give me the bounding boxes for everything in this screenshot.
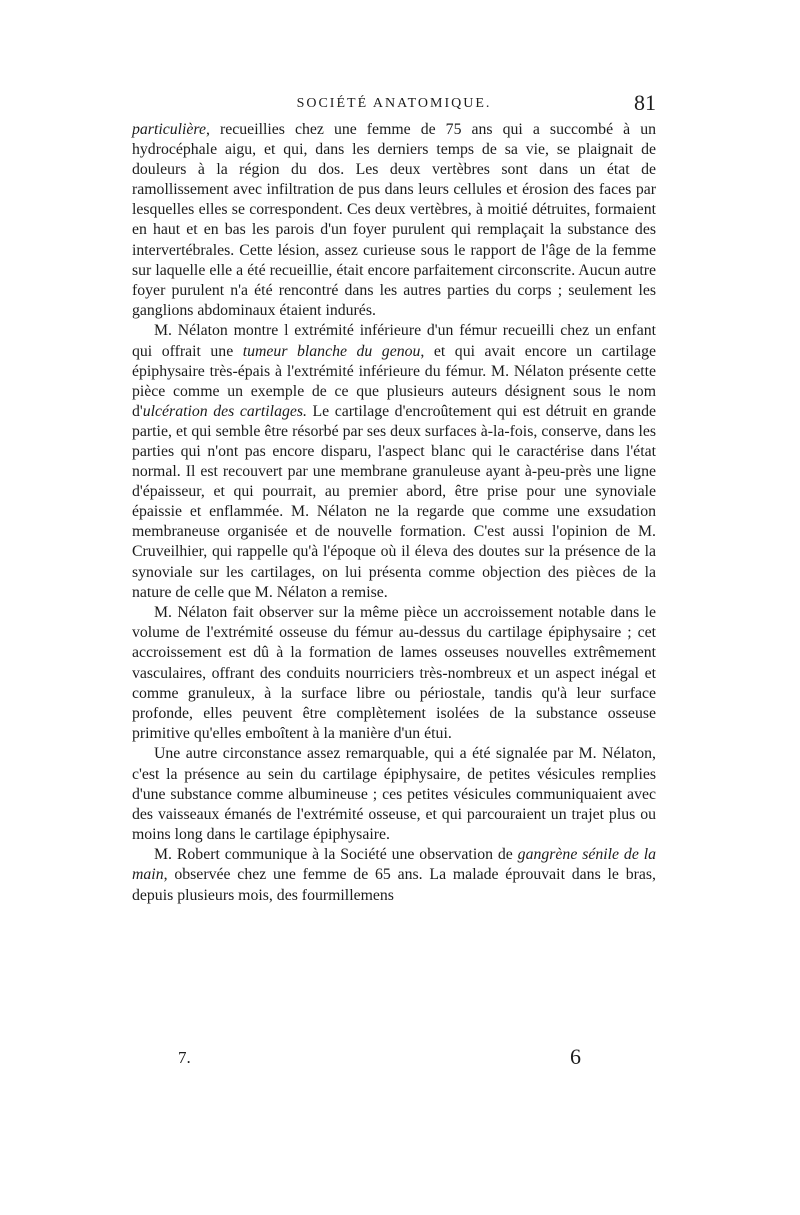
paragraph <box>132 603 656 744</box>
text-run: , recueillies chez une femme de 75 ans qui a succombé à un hydrocéphale aigu, et qui, dans les derniers temps de sa vie, se plaignait de douleurs à la région du dos. Les deux vertèbres sont dans un état de ramollissement avec infiltration de pus dans leurs cellules et érosion des faces par lesquelles elles se correspondent. Ces deux vertèbres, à moitié détruites, formaient en haut et en bas les parois d'un foyer purulent qui remplaçait la substance des intervertébrales. Cette lésion, assez curieuse sous le rapport de l'âge de la femme sur laquelle elle a été recueillie, était encore parfaitement circonscrite. Aucun autre foyer purulent n'a été rencontré dans les autres parties du corps ; seulement les ganglions abdominaux étaient indurés. <box>132 121 656 319</box>
book-page <box>132 90 656 906</box>
text-run: M. Nélaton fait observer sur la même pièce un accroissement notable dans le volume de l'extrémité osseuse du fémur au-dessus du cartilage épiphysaire ; cet accroissement est dû à la formation de lames osseuses nouvelles extrêmement vasculaires, offrant des conduits nourriciers très-nombreux et un aspect inégal et comme granuleux, à la surface libre ou périostale, tandis qu'à leur surface profonde, elles peuvent être complètement isolées de la substance osseuse primitive qu'elles emboîtent à la manière d'un étui. <box>132 604 656 742</box>
italic-text: particulière <box>132 121 206 138</box>
gathering-number: 6 <box>570 1044 581 1069</box>
paragraph <box>132 120 656 321</box>
text-run: Une autre circonstance assez remarquable, qui a été signalée par M. Nélaton, c'est la présence au sein du cartilage épiphysaire, de petites vésicules remplies d'une substance comme albumineuse ; ces petites vésicules communiquaient avec des vaisseaux émanés de l'extrémité osseuse, et qui parcouraient un trajet plus ou moins long dans le cartilage épiphysaire. <box>132 745 656 843</box>
text-run: Le cartilage d'encroûtement qui est détruit en grande partie, et qui semble être résorbé par ses deux surfaces à-la-fois, conserve, dans les parties qui n'ont pas encore disparu, l'aspect blanc qui le caractérise dans l'état normal. Il est recouvert par une membrane granuleuse ayant à-peu-près une ligne d'épaisseur, et qui pourrait, au premier abord, être prise pour une synoviale épaissie et enflammée. M. Nélaton ne la regarde que comme une exsudation membraneuse organisée et de nouvelle formation. C'est aussi l'opinion de M. Cruveilhier, qui rappelle qu'à l'époque où il éleva des doutes sur la présence de la synoviale sur les cartilages, on lui présenta comme objection des pièces de la nature de celle que M. Nélaton a remise. <box>132 402 657 601</box>
text-run: M. Nélaton montre l extrémité inférieure d'un fémur recueilli chez un enfant qui offrait une <box>132 322 656 360</box>
page-number: 81 <box>634 90 656 115</box>
paragraph <box>132 845 656 905</box>
signature-mark: 7. <box>178 1048 191 1067</box>
text-run: M. Robert communique à la Société une observation de <box>154 846 518 864</box>
page-footer <box>178 1044 658 1078</box>
paragraph <box>132 744 656 844</box>
text-run: , observée chez une femme de 65 ans. La malade éprouvait dans le bras, depuis plusieurs mois, des fourmillemens <box>132 866 656 904</box>
italic-text: ulcération des cartilages. <box>142 402 307 420</box>
body-text <box>132 120 656 906</box>
running-title: SOCIÉTÉ ANATOMIQUE. <box>296 96 492 111</box>
text-run: , et qui avait encore un cartilage épiphysaire très-épais à l'extrémité inférieure du fémur. M. Nélaton présente cette pièce comme un exemple de ce que plusieurs auteurs désignent sous le nom d' <box>132 342 656 420</box>
paragraph <box>132 321 656 602</box>
italic-text: tumeur blanche du genou <box>242 342 421 360</box>
italic-text: gangrène sénile de la main <box>132 846 656 884</box>
running-head <box>132 90 656 120</box>
